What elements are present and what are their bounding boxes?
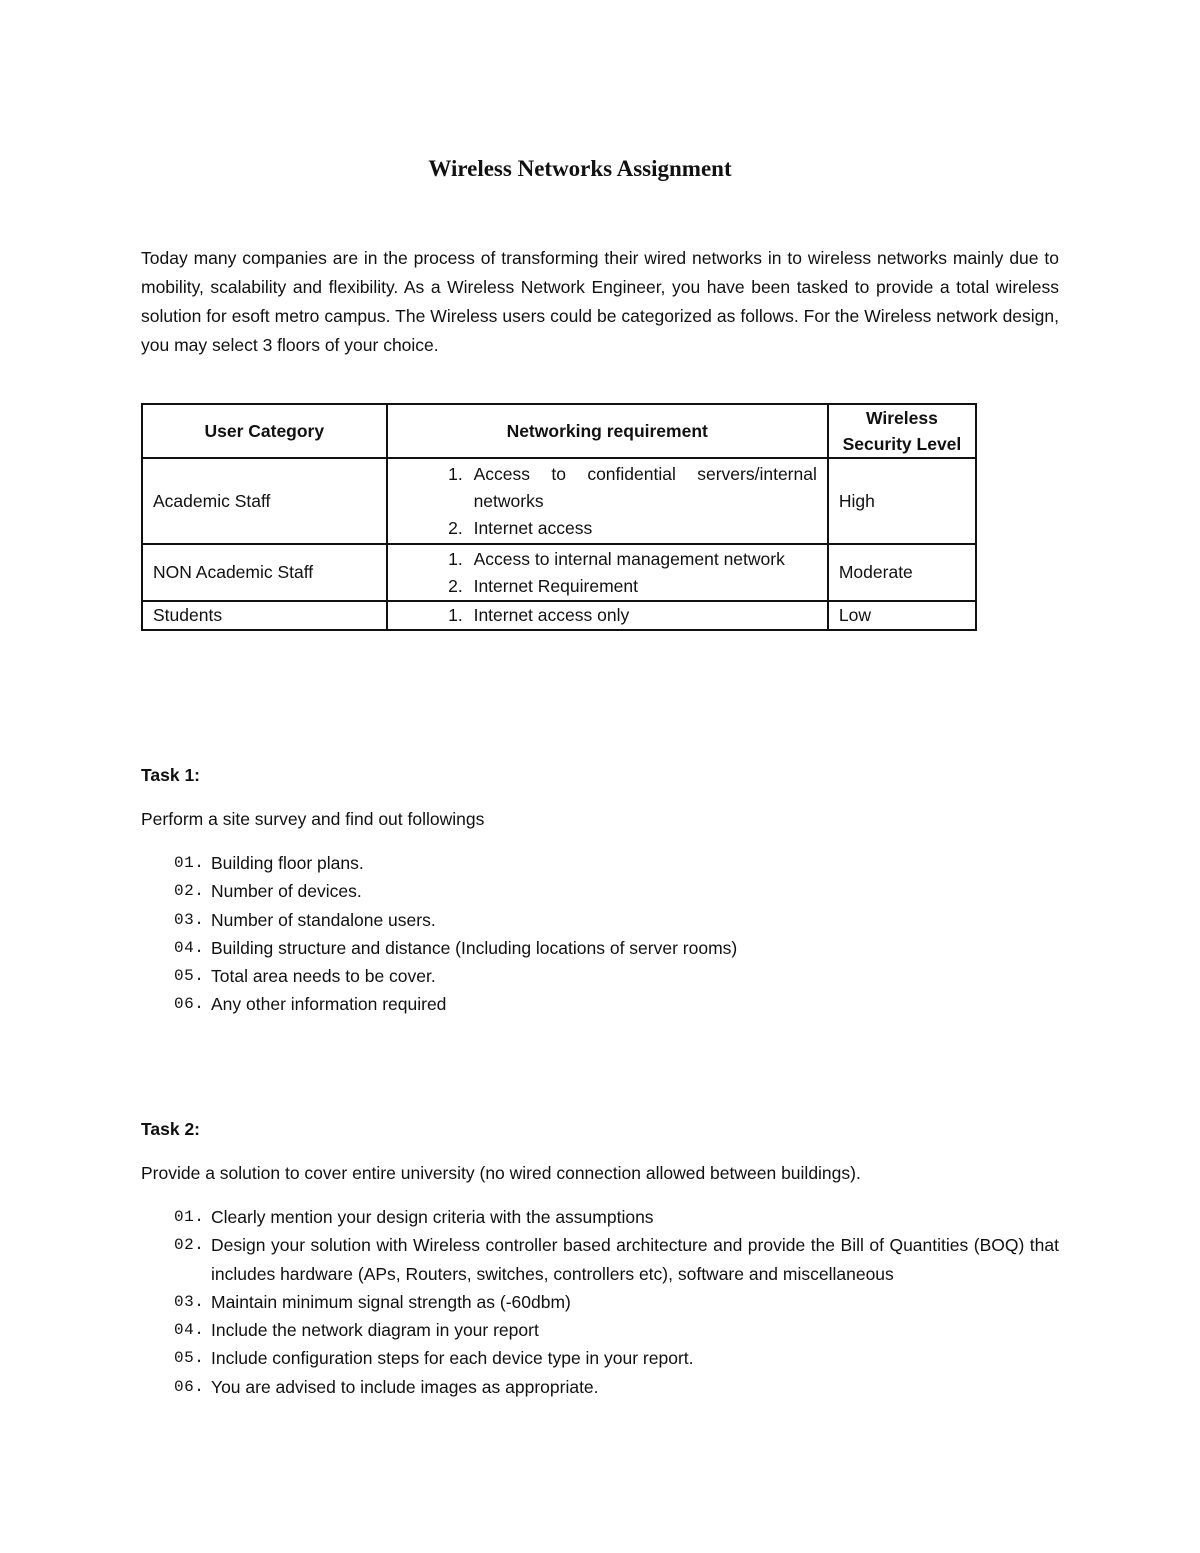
list-item bbox=[141, 1288, 1059, 1316]
list-item-text: Include the network diagram in your report bbox=[211, 1320, 539, 1341]
table-header-row bbox=[142, 404, 976, 458]
requirement-cell bbox=[387, 544, 828, 601]
list-item-text: Building structure and distance (Including locations of server rooms) bbox=[211, 937, 738, 958]
requirement-item: 2. Internet access bbox=[468, 515, 817, 542]
list-item-text: Clearly mention your design criteria with the assumptions bbox=[211, 1207, 654, 1227]
table-row bbox=[142, 544, 976, 601]
list-item-number: 04. bbox=[174, 1321, 205, 1340]
list-item bbox=[141, 1316, 1059, 1344]
list-item-number: 05. bbox=[174, 1349, 205, 1368]
list-item bbox=[141, 849, 1059, 877]
list-item-number: 02. bbox=[174, 1236, 205, 1255]
list-item bbox=[141, 990, 1059, 1018]
requirement-item: 2. Internet Requirement bbox=[468, 573, 817, 600]
user-requirements-table bbox=[141, 403, 977, 631]
list-item-text: Design your solution with Wireless controller based architecture and provide the Bill of Quantities (BOQ) that includes hardware (APs, Routers, switches, controllers etc), software and miscellaneous bbox=[211, 1235, 1059, 1284]
header-networking-requirement: Networking requirement bbox=[387, 404, 828, 458]
table-row bbox=[142, 458, 976, 544]
list-item-number: 06. bbox=[174, 1377, 205, 1396]
task2-description: Provide a solution to cover entire university (no wired connection allowed between buildings). bbox=[141, 1163, 861, 1183]
list-item-text: Any other information required bbox=[211, 994, 447, 1015]
list-item-number: 02. bbox=[174, 882, 205, 901]
requirement-item: 1. Access to confidential servers/internal networks bbox=[468, 461, 817, 515]
list-item bbox=[141, 934, 1059, 962]
task1-description: Perform a site survey and find out followings bbox=[141, 809, 485, 829]
intro-paragraph: Today many companies are in the process of transforming their wired networks in to wireless networks mainly due to mobility, scalability and flexibility. As a Wireless Network Engineer, you have been tasked to provide a total wireless solution for esoft metro campus. The Wireless users could be categorized as follows. For the Wireless network design, you may select 3 floors of your choice. bbox=[141, 248, 1059, 355]
list-item bbox=[141, 1373, 1059, 1401]
list-item bbox=[141, 962, 1059, 990]
list-item-text: Include configuration steps for each device type in your report. bbox=[211, 1348, 694, 1369]
list-item bbox=[141, 1231, 1059, 1288]
list-item-number: 04. bbox=[174, 938, 205, 957]
list-item-text: Number of standalone users. bbox=[211, 909, 436, 930]
requirement-cell bbox=[387, 458, 828, 544]
list-item-number: 05. bbox=[174, 967, 205, 986]
header-security-line2: Security Level bbox=[842, 434, 962, 454]
list-item-text: You are advised to include images as appropriate. bbox=[211, 1376, 599, 1397]
category-cell: NON Academic Staff bbox=[142, 544, 387, 601]
list-item-text: Total area needs to be cover. bbox=[211, 966, 436, 987]
list-item-number: 03. bbox=[174, 1292, 205, 1311]
requirement-item: 1. Internet access only bbox=[468, 602, 817, 629]
list-item-text: Maintain minimum signal strength as (-60dbm) bbox=[211, 1291, 571, 1312]
task2-list bbox=[141, 1203, 1059, 1401]
task1-heading: Task 1: bbox=[141, 765, 201, 785]
security-cell: High bbox=[828, 458, 976, 544]
list-item-text: Building floor plans. bbox=[211, 853, 364, 873]
list-item-number: 01. bbox=[174, 854, 205, 872]
task1-list bbox=[141, 849, 1059, 1019]
list-item bbox=[141, 906, 1059, 934]
category-cell: Academic Staff bbox=[142, 458, 387, 544]
document-title: Wireless Networks Assignment bbox=[428, 156, 732, 181]
requirement-cell bbox=[387, 601, 828, 630]
list-item bbox=[141, 1344, 1059, 1372]
header-security-line1: Wireless bbox=[866, 408, 938, 428]
security-cell: Low bbox=[828, 601, 976, 630]
requirement-item: 1. Access to internal management network bbox=[468, 546, 817, 573]
header-user-category: User Category bbox=[142, 404, 387, 458]
list-item bbox=[141, 877, 1059, 905]
security-cell: Moderate bbox=[828, 544, 976, 601]
category-cell: Students bbox=[142, 601, 387, 630]
list-item-number: 03. bbox=[174, 910, 205, 929]
task2-heading: Task 2: bbox=[141, 1119, 201, 1139]
list-item-text: Number of devices. bbox=[211, 881, 362, 902]
table-row bbox=[142, 601, 976, 630]
list-item bbox=[141, 1203, 1059, 1231]
header-security-level bbox=[828, 404, 976, 458]
list-item-number: 01. bbox=[174, 1208, 205, 1226]
list-item-number: 06. bbox=[174, 995, 205, 1014]
